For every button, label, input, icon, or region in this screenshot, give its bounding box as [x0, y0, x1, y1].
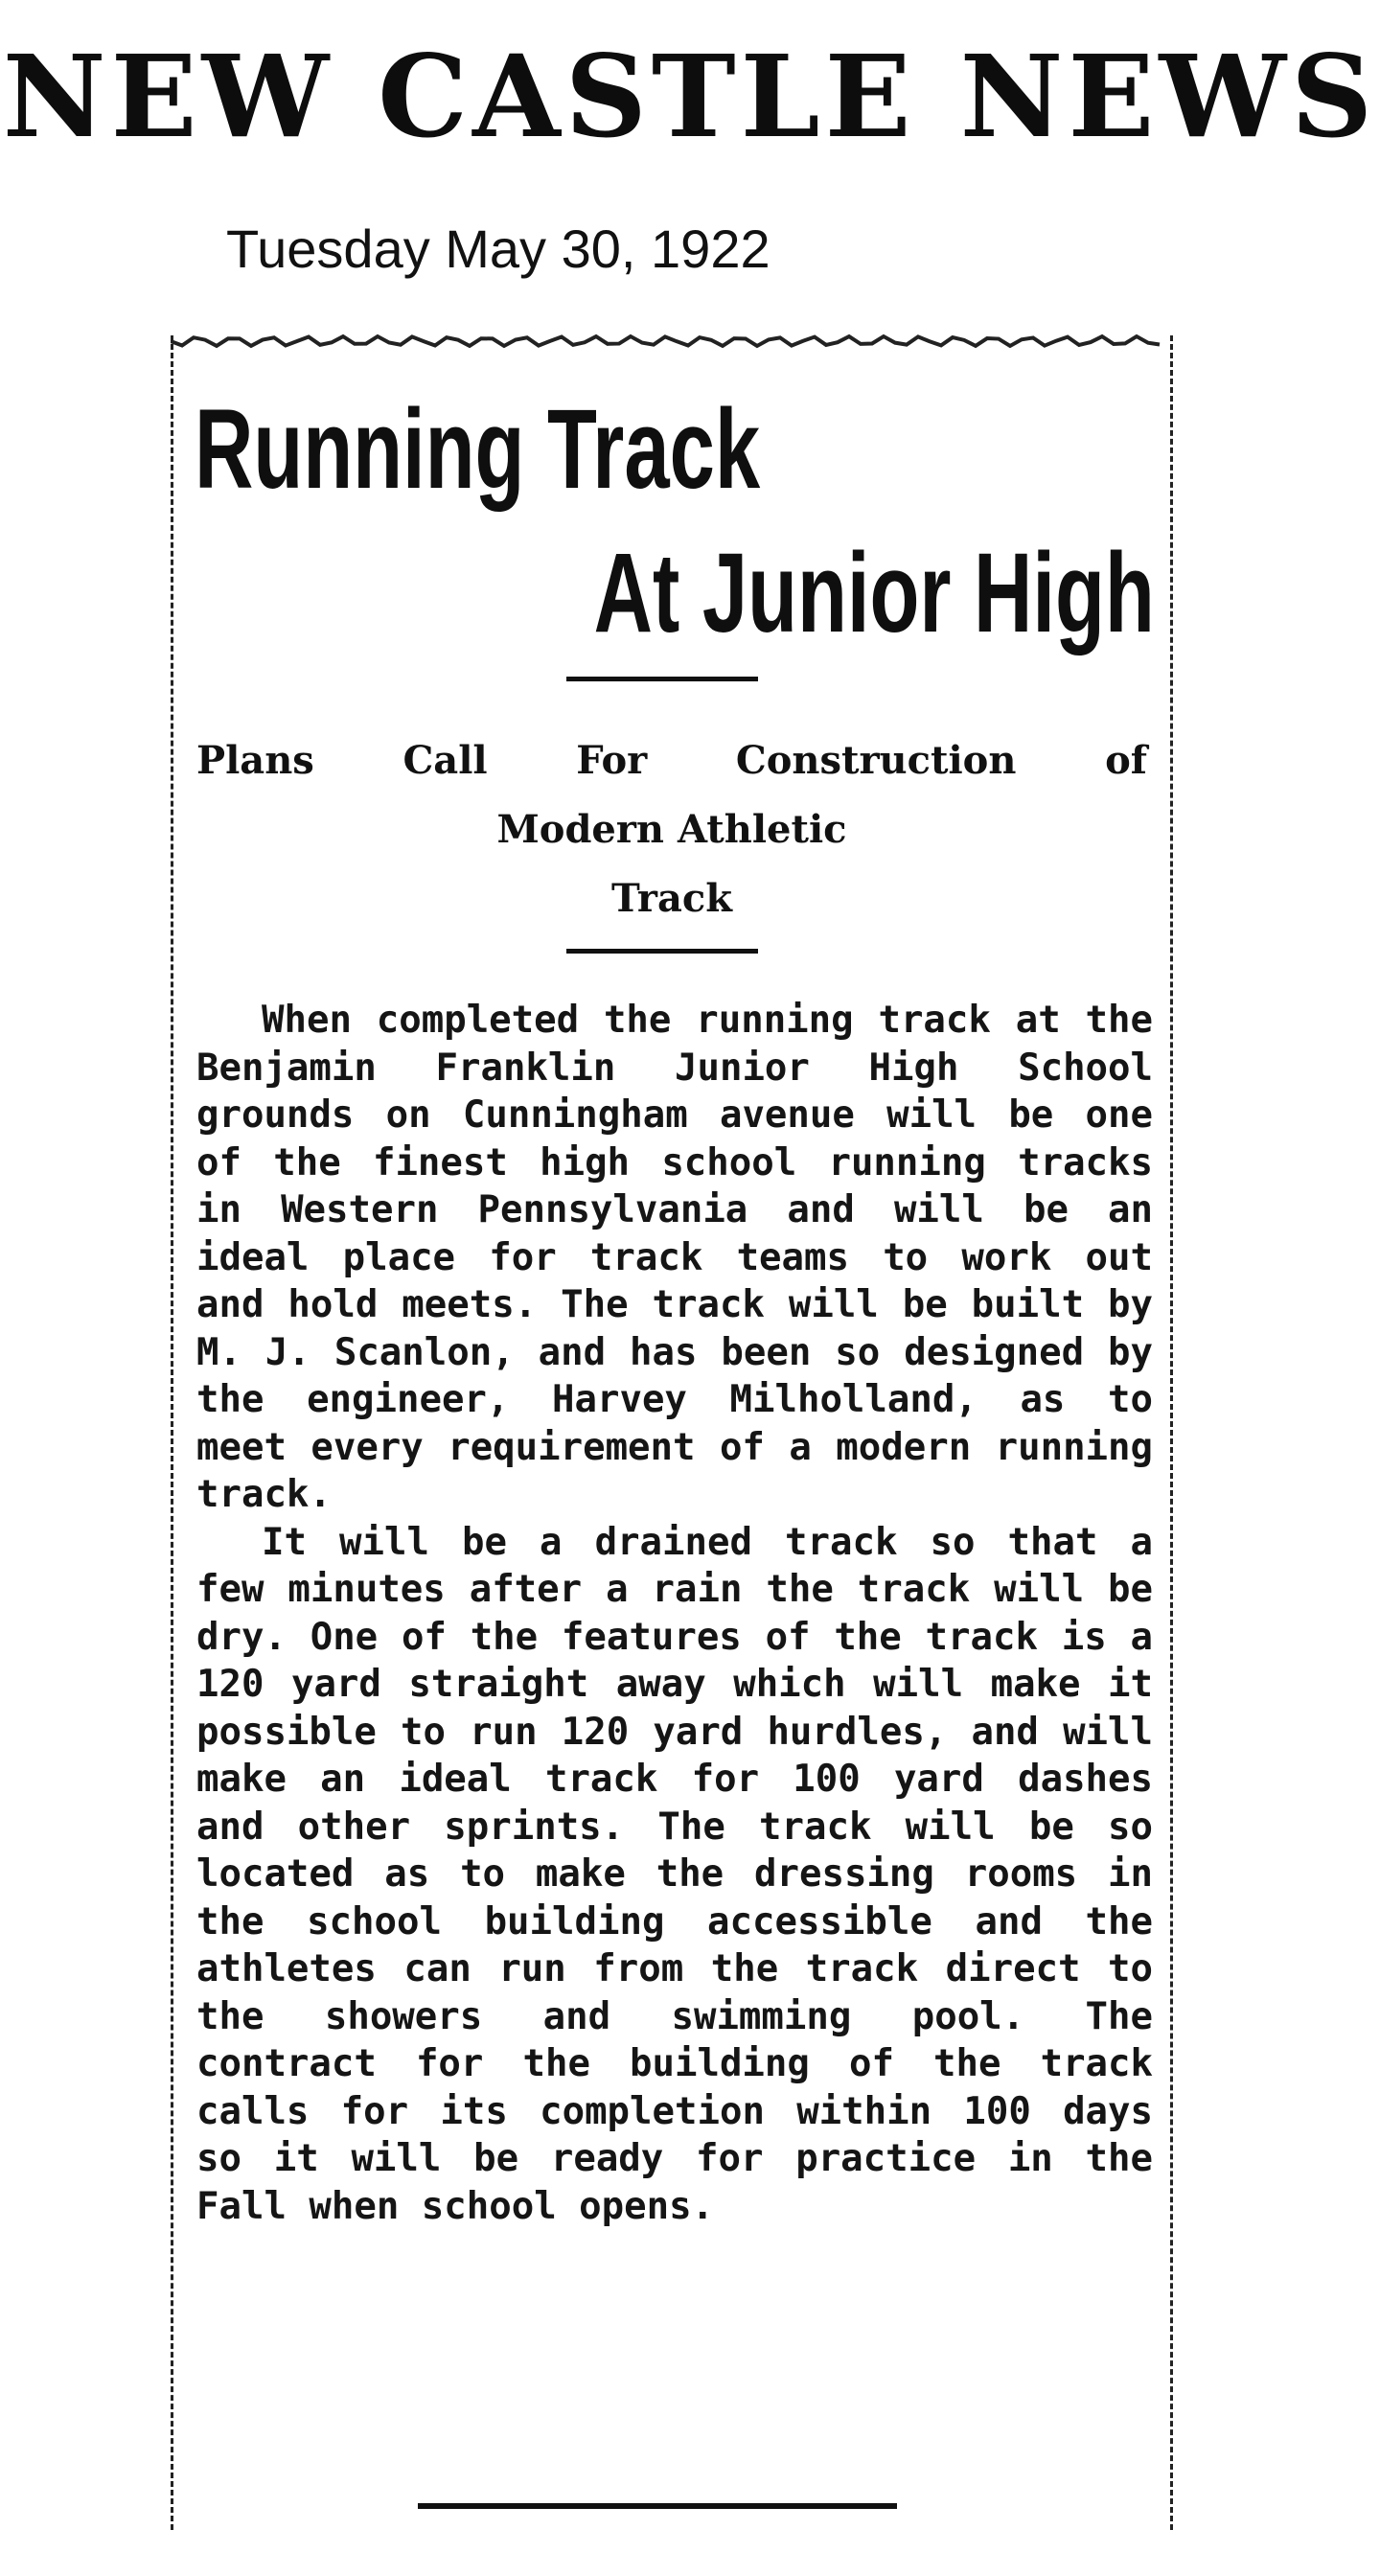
divider-rule — [566, 677, 758, 681]
subheadline-word: of — [1105, 738, 1147, 783]
headline-line-2: At Junior High — [593, 530, 1155, 656]
article-paragraph-1: When completed the running track at the Benjamin Franklin Junior High School grounds on Cunningham avenue will be one of the finest high school running tracks in Western Pennsylvania and will be an ideal place for track teams to work out and hold meets. The track will be built by M. J. Scanlon, and has been so designed by the engineer, Harvey Milholland, as to meet every requirement of a modern running track. — [196, 999, 1153, 1516]
subheadline-word: Plans — [196, 738, 314, 783]
subheadline-word: Construction — [735, 738, 1017, 783]
newspaper-masthead: NEW CASTLE NEWS — [2, 30, 1378, 163]
publication-date: Tuesday May 30, 1922 — [226, 218, 770, 279]
article-body — [196, 997, 1153, 2230]
end-rule — [418, 2503, 897, 2509]
subheadline-word: Call — [402, 738, 488, 783]
article-paragraph-2: It will be a drained track so that a few minutes after a rain the track will be dry. One of the features of the track is a 120 yard straight away which will make it possible to run 120 yard hurdles, and will make an ideal track for 100 yard dashes and other sprints. The track will be so located as to make the dressing rooms in the school building accessible and the athletes can run from the track direct to the showers and swimming pool. The contract for the building of the track calls for its completion within 100 days so it will be ready for practice in the Fall when school opens. — [196, 1520, 1153, 2228]
subheadline-line-2: Modern Athletic — [496, 807, 847, 852]
subheadline-line-1 — [196, 726, 1147, 795]
divider-rule — [566, 949, 758, 954]
subheadline-word: For — [576, 738, 648, 783]
headline-line-1: Running Track — [195, 386, 761, 513]
subheadline-line-3: Track — [611, 876, 732, 921]
article-clipping — [171, 335, 1173, 2530]
subheadline — [196, 726, 1147, 933]
